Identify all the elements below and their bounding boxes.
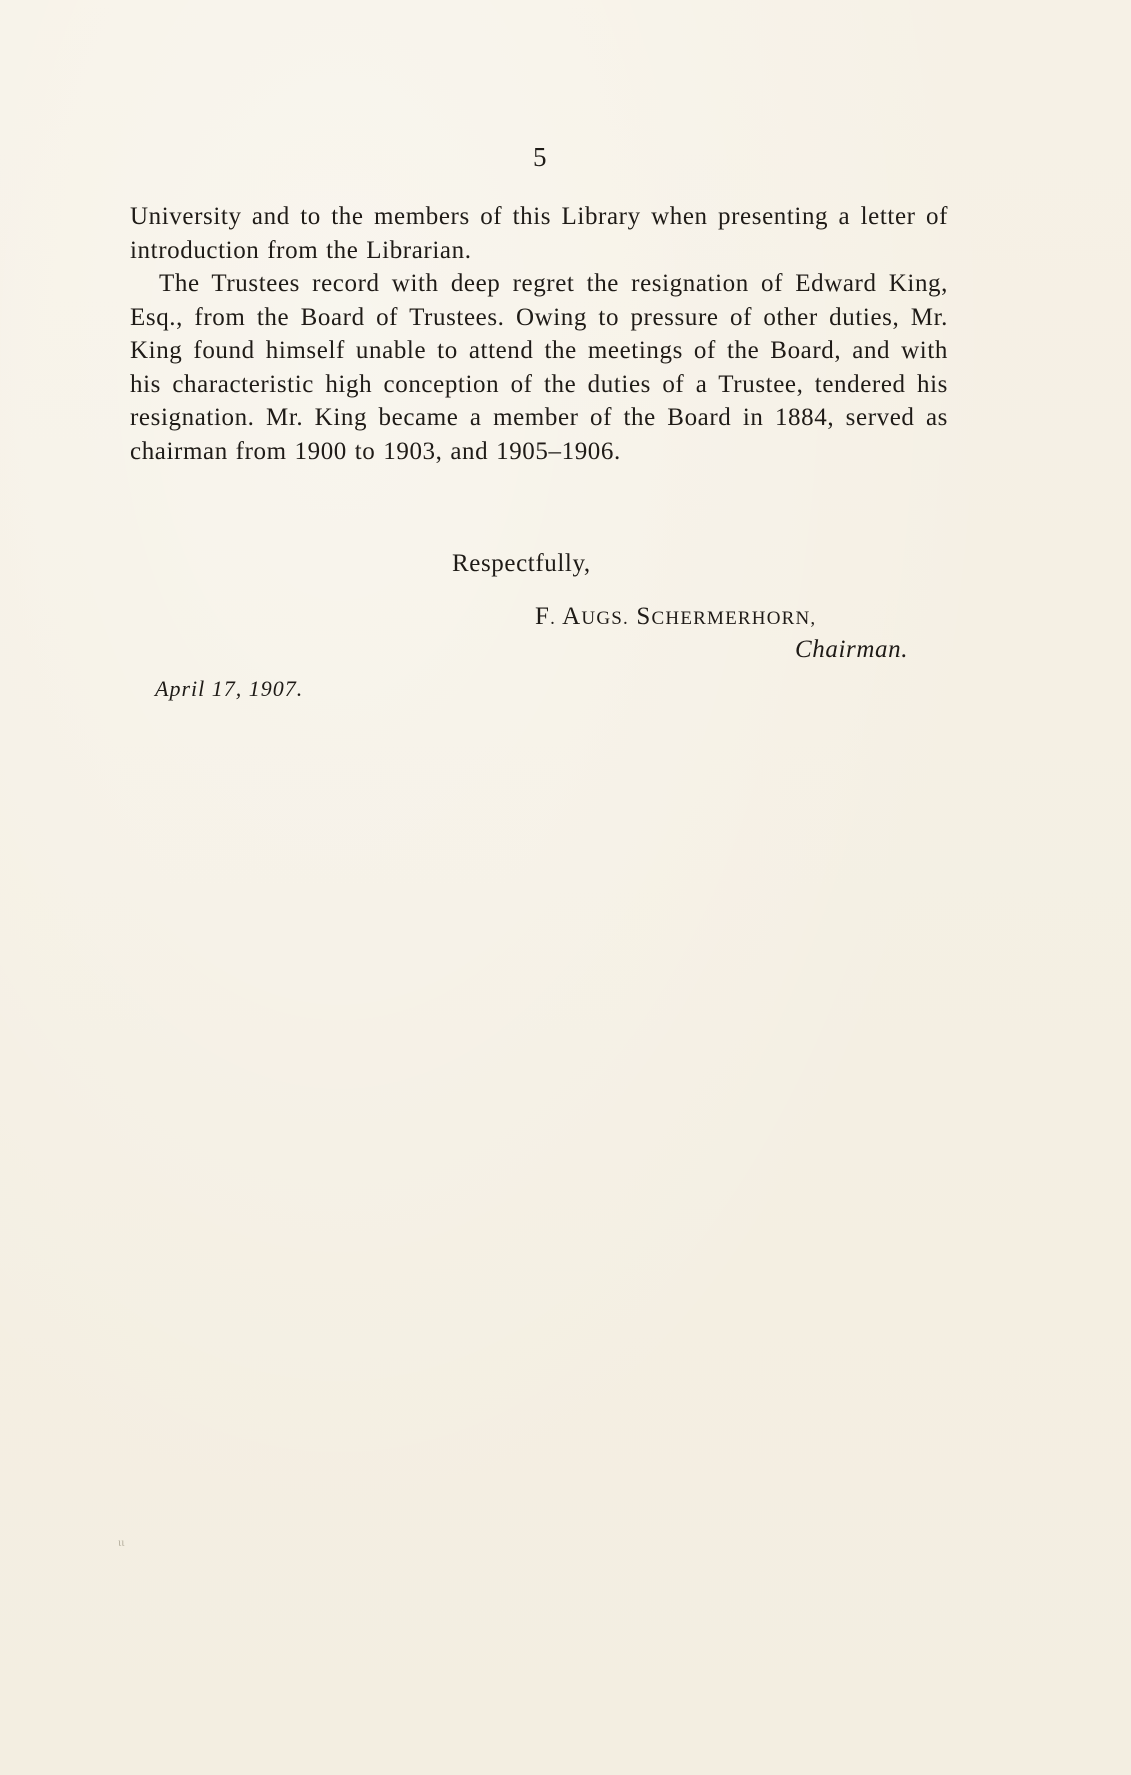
signature-text: F. AUGS. SCHERMERHORN, [535, 603, 817, 630]
page-number: 5 [533, 142, 547, 172]
paragraph: The Trustees record with deep regret the resignation of Edward King, Esq., from the Board of Trustees. Owing to pressure of other duties, Mr. King found himself unable to attend the meetings of the Board, and with his characteristic high conception of the duties of a Trustee, tendered his resignation. Mr. King became a member of the Board in 1884, served as chairman from 1900 to 1903, and 1905–1906. [130, 270, 948, 465]
paper-mark: ιι [118, 1535, 125, 1549]
signature-title: Chairman. [795, 636, 909, 663]
body-text [130, 200, 948, 468]
document-date: April 17, 1907. [155, 676, 304, 701]
signature-name [535, 603, 816, 631]
closing-salutation: Respectfully, [452, 550, 591, 577]
paragraph: University and to the members of this Library when presenting a letter of introduction from the Librarian. [130, 203, 948, 264]
